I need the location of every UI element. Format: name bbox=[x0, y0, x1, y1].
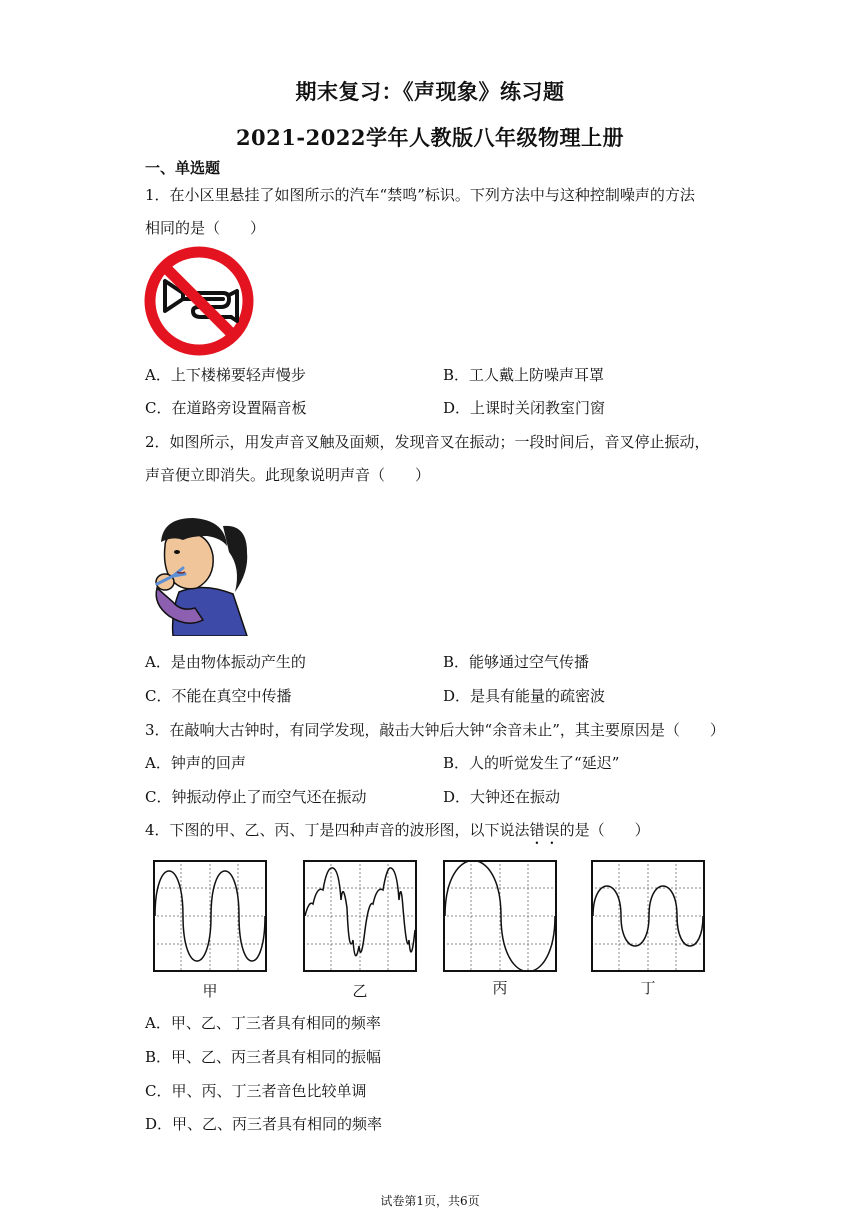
exam-title: 期末复习：《声现象》练习题 bbox=[295, 79, 565, 104]
wave-label-jia: 甲 bbox=[202, 982, 218, 1000]
page-footer: 试卷第1页，共6页 bbox=[380, 1194, 480, 1208]
q1-option-a: A．上下楼梯要轻声慢步 bbox=[145, 366, 306, 384]
q4-option-c: C．甲、丙、丁三者音色比较单调 bbox=[145, 1082, 367, 1100]
q1-stem-line1: 1．在小区里悬挂了如图所示的汽车“禁鸣”标识。下列方法中与这种控制噪声的方法 bbox=[145, 186, 695, 204]
q3-option-b: B．人的听觉发生了“延迟” bbox=[443, 754, 620, 772]
q2-option-a: A．是由物体振动产生的 bbox=[145, 653, 306, 671]
q4-stem-suffix: 的是（ ） bbox=[559, 821, 650, 839]
q4-option-d: D．甲、乙、丙三者具有相同的频率 bbox=[145, 1115, 383, 1133]
no-horn-sign-icon bbox=[143, 245, 255, 357]
q1-option-d: D．上课时关闭教室门窗 bbox=[443, 399, 606, 417]
q3-stem: 3．在敲响大古钟时，有同学发现，敲击大钟后大钟“余音未止”，其主要原因是（ ） bbox=[145, 721, 725, 739]
q1-option-c: C．在道路旁设置隔音板 bbox=[145, 399, 307, 417]
waveform-jia bbox=[153, 860, 267, 972]
wave-label-ding: 丁 bbox=[640, 979, 656, 997]
girl-tuning-fork-icon bbox=[143, 512, 255, 636]
q2-stem-line1: 2．如图所示，用发声音叉触及面颊，发现音叉在振动；一段时间后，音叉停止振动， bbox=[145, 433, 710, 451]
q3-option-a: A．钟声的回声 bbox=[145, 754, 246, 772]
waveform-yi bbox=[303, 860, 417, 972]
q3-option-c: C．钟振动停止了而空气还在振动 bbox=[145, 788, 367, 806]
q2-option-b: B．能够通过空气传播 bbox=[443, 653, 590, 671]
q1-option-b: B．工人戴上防噪声耳罩 bbox=[443, 366, 605, 384]
q4-stem-emphasis: 错误 bbox=[529, 821, 560, 839]
wave-label-yi: 乙 bbox=[352, 982, 368, 1000]
q3-option-d: D．大钟还在振动 bbox=[443, 788, 561, 806]
q4-stem-prefix: 4．下图的甲、乙、丙、丁是四种声音的波形图，以下说法 bbox=[145, 821, 530, 839]
q1-stem-line2: 相同的是（ ） bbox=[145, 219, 266, 237]
wave-label-bing: 丙 bbox=[492, 979, 508, 997]
waveform-bing bbox=[443, 860, 557, 972]
exam-subtitle: 2021-2022学年人教版八年级物理上册 bbox=[235, 125, 625, 150]
q4-stem bbox=[145, 820, 650, 848]
q4-option-b: B．甲、乙、丙三者具有相同的振幅 bbox=[145, 1048, 382, 1066]
q2-option-d: D．是具有能量的疏密波 bbox=[443, 687, 606, 705]
q2-stem-line2: 声音便立即消失。此现象说明声音（ ） bbox=[145, 466, 431, 484]
section-heading: 一、单选题 bbox=[145, 159, 221, 177]
q2-option-c: C．不能在真空中传播 bbox=[145, 687, 292, 705]
waveform-ding bbox=[591, 860, 705, 972]
q4-option-a: A．甲、乙、丁三者具有相同的频率 bbox=[145, 1014, 381, 1032]
